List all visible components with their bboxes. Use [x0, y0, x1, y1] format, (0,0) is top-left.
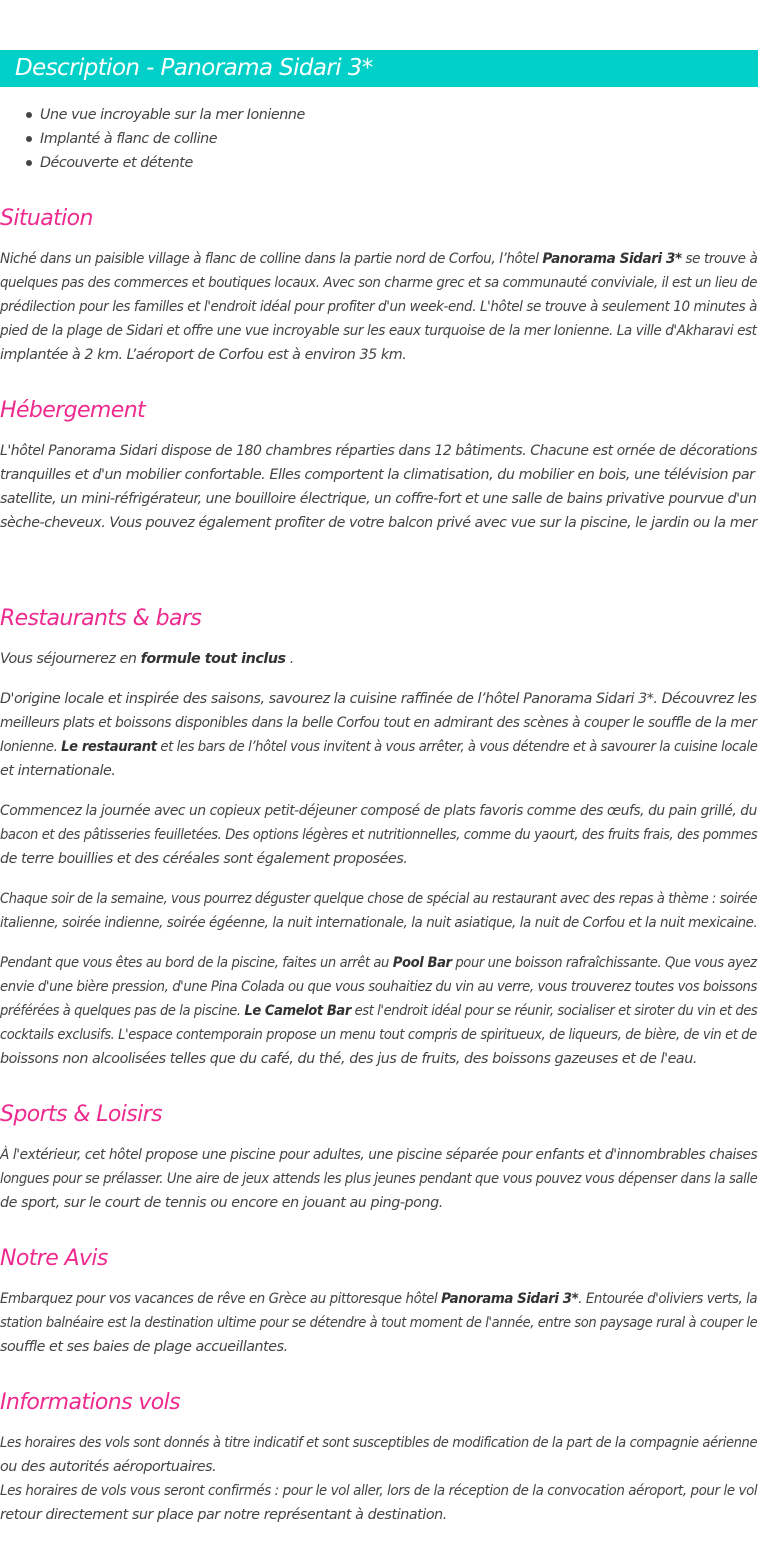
- text-line: ou des autorités aéroportuaires.: [0, 1459, 217, 1475]
- text-line: .: [285, 651, 294, 667]
- text-line: longues pour se prélasser. Une aire de jeux attends les plus jeunes pendant que vous pouvez vous dépenser dans la salle: [0, 1171, 758, 1187]
- text-line: Niché dans un paisible village à flanc de colline dans la partie nord de Corfou, l’hôtel: [0, 251, 543, 267]
- page-title: Description - Panorama Sidari 3*: [15, 55, 373, 81]
- text-line: pour une boisson rafraîchissante. Que vous ayez: [451, 955, 757, 971]
- text-line: de sport, sur le court de tennis ou encore en jouant au ping-pong.: [0, 1195, 443, 1211]
- text-line: satellite, un mini-réfrigérateur, une bouilloire électrique, un coffre-fort et une salle de bains privative pourvue d'un: [0, 491, 757, 507]
- sports-text: [0, 1143, 758, 1215]
- text-line: quelques pas des commerces et boutiques locaux. Avec son charme grec et sa communauté conviviale, il est un lieu de: [0, 275, 758, 291]
- text-line: préférées à quelques pas de la piscine.: [0, 1003, 245, 1019]
- text-line: cocktails exclusifs. L'espace contemporain propose un menu tout compris de spiritueux, de liqueurs, de bière, de vin et de: [0, 1027, 757, 1043]
- hotel-name: Panorama Sidari 3*: [441, 1291, 579, 1307]
- text-line: prédilection pour les familles et l'endroit idéal pour profiter d'un week-end. L'hôtel se trouve à seulement 10 minutes à: [0, 299, 758, 315]
- text-line: implantée à 2 km. L’aéroport de Corfou est à environ 35 km.: [0, 347, 407, 363]
- highlight-item: Implanté à flanc de colline: [0, 127, 305, 151]
- text-line: . Entourée d'oliviers verts, la: [578, 1291, 758, 1307]
- text-line: et les bars de l’hôtel vous invitent à vous arrêter, à vous détendre et à savourer la cuisine locale: [156, 739, 758, 755]
- text-line: L'hôtel Panorama Sidari dispose de 180 chambres réparties dans 12 bâtiments. Chacune est ornée de décorations: [0, 443, 758, 459]
- situation-text: [0, 247, 758, 367]
- text-line: italienne, soirée indienne, soirée égéenne, la nuit internationale, la nuit asiatique, la nuit de Corfou et la nuit mexicaine.: [0, 915, 758, 931]
- text-line: retour directement sur place par notre représentant à destination.: [0, 1507, 447, 1523]
- restaurant-name: Le restaurant: [61, 739, 157, 755]
- text-line: est l'endroit idéal pour se réunir, socialiser et siroter du vin et des: [350, 1003, 758, 1019]
- formula-text: [0, 647, 294, 671]
- theme-nights-text: [0, 887, 758, 935]
- pool-bar-name: Pool Bar: [392, 955, 452, 971]
- restaurants-title: Restaurants & bars: [0, 606, 202, 631]
- text-line: Chaque soir de la semaine, vous pourrez déguster quelque chose de spécial au restaurant avec des repas à thème : soirée: [0, 891, 758, 907]
- text-line: se trouve à: [681, 251, 758, 267]
- text-line: Pendant que vous êtes au bord de la piscine, faites un arrêt au: [0, 955, 393, 971]
- sports-title: Sports & Loisirs: [0, 1102, 162, 1127]
- description-header: [0, 50, 758, 87]
- camelot-bar-name: Le Camelot Bar: [244, 1003, 351, 1019]
- vols-title: Informations vols: [0, 1390, 181, 1415]
- highlight-item: Une vue incroyable sur la mer Ionienne: [0, 103, 305, 127]
- text-line: Embarquez pour vos vacances de rêve en Grèce au pittoresque hôtel: [0, 1291, 442, 1307]
- text-line: Les horaires des vols sont donnés à titre indicatif et sont susceptibles de modification de la part de la compagnie aérienne: [0, 1435, 758, 1451]
- text-line: boissons non alcoolisées telles que du café, du thé, des jus de fruits, des boissons gazeuses et de l'eau.: [0, 1051, 697, 1067]
- text-line: sèche-cheveux. Vous pouvez également profiter de votre balcon privé avec vue sur la piscine, le jardin ou la mer: [0, 515, 757, 531]
- text-line: meilleurs plats et boissons disponibles dans la belle Corfou tout en admirant des scènes à couper le souffle de la mer: [0, 715, 757, 731]
- text-line: Les horaires de vols vous seront confirmés : pour le vol aller, lors de la réception de la convocation aéroport, pour le vol: [0, 1483, 758, 1499]
- text-line: Commencez la journée avec un copieux petit-déjeuner composé de plats favoris comme des œufs, du pain grillé, du: [0, 803, 757, 819]
- breakfast-text: [0, 799, 758, 871]
- text-line: envie d'une bière pression, d'une Pina Colada ou que vous souhaitiez du vin au verre, vous trouverez toutes vos boissons: [0, 979, 757, 995]
- highlights-list: [0, 103, 305, 175]
- text-line: bacon et des pâtisseries feuilletées. Des options légères et nutritionnelles, comme du yaourt, des fruits frais, des pommes: [0, 827, 758, 843]
- text-line: À l'extérieur, cet hôtel propose une piscine pour adultes, une piscine séparée pour enfants et d'innombrables chaises: [0, 1147, 758, 1163]
- restaurant-text: [0, 687, 758, 783]
- text-line: tranquilles et d'un mobilier confortable. Elles comportent la climatisation, du mobilier en bois, une télévision par: [0, 467, 755, 483]
- text-line: Ionienne.: [0, 739, 62, 755]
- text-line: D'origine locale et inspirée des saisons, savourez la cuisine raffinée de l’hôtel Panorama Sidari 3*. Découvrez les: [0, 691, 757, 707]
- text-line: et internationale.: [0, 763, 116, 779]
- text-line: de terre bouillies et des céréales sont également proposées.: [0, 851, 408, 867]
- avis-text: [0, 1287, 758, 1359]
- vols-text: [0, 1431, 758, 1527]
- bars-text: [0, 951, 758, 1071]
- situation-title: Situation: [0, 206, 93, 231]
- text-line: Vous séjournerez en: [0, 651, 141, 667]
- avis-title: Notre Avis: [0, 1246, 108, 1271]
- hotel-name: Panorama Sidari 3*: [542, 251, 682, 267]
- text-line: pied de la plage de Sidari et offre une vue incroyable sur les eaux turquoise de la mer Ionienne. La ville d'Akharavi est: [0, 323, 757, 339]
- formula-name: formule tout inclus: [140, 651, 286, 667]
- text-line: station balnéaire est la destination ultime pour se détendre à tout moment de l'année, entre son paysage rural à couper le: [0, 1315, 758, 1331]
- hebergement-text: [0, 439, 758, 535]
- highlight-item: Découverte et détente: [0, 151, 305, 175]
- text-line: souffle et ses baies de plage accueillantes.: [0, 1339, 288, 1355]
- hebergement-title: Hébergement: [0, 398, 146, 423]
